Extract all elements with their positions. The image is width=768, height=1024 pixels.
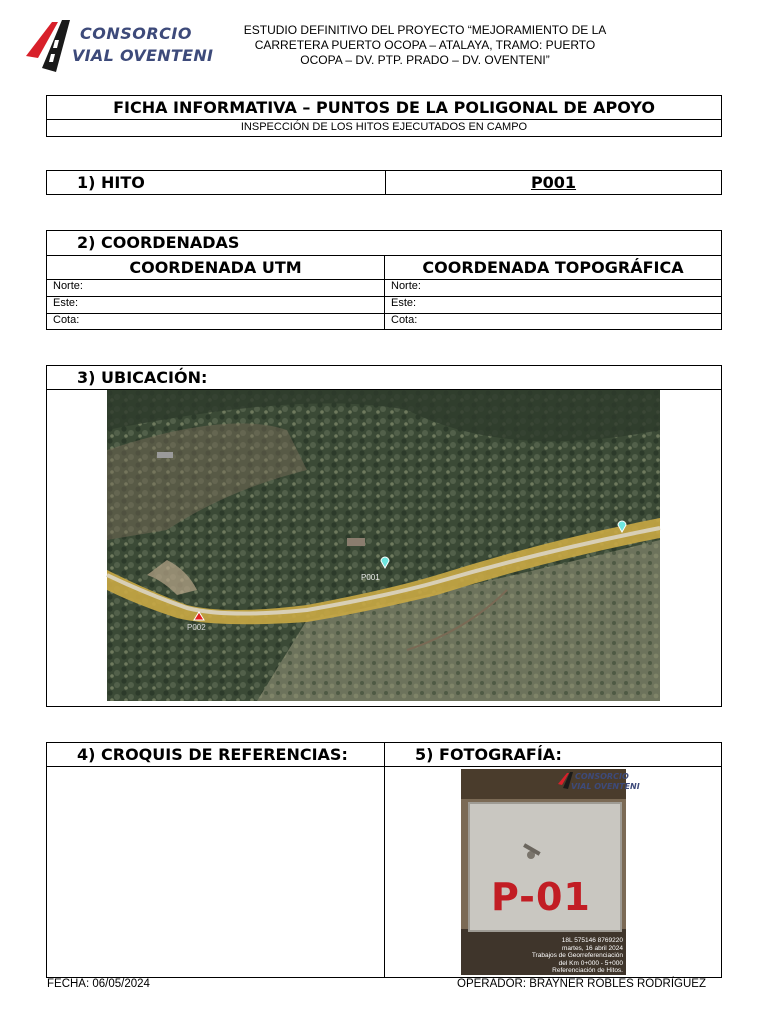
marker-painted-text: P-01: [491, 875, 591, 919]
project-line-2: CARRETERA PUERTO OCOPA – ATALAYA, TRAMO: PUERTO: [254, 38, 596, 52]
footer-operador: OPERADOR: BRAYNER ROBLES RODRÍGUEZ: [457, 978, 706, 990]
coordenadas-table: [46, 230, 722, 330]
logo-line-1: CONSORCIO: [80, 24, 192, 43]
col-topo-header: COORDENADA TOPOGRÁFICA: [422, 258, 684, 277]
footer-fecha: FECHA: 06/05/2024: [47, 978, 150, 990]
road-logo-icon: [22, 16, 78, 74]
logo-line-2: VIAL OVENTENI: [72, 46, 214, 65]
project-line-1: ESTUDIO DEFINITIVO DEL PROYECTO “MEJORAMIENTO DE LA: [243, 23, 607, 37]
project-line-3: OCOPA – DV. PTP. PRADO – DV. OVENTENI”: [300, 53, 550, 67]
topo-cota-label: Cota:: [391, 314, 418, 326]
form-subtitle: INSPECCIÓN DE LOS HITOS EJECUTADOS EN CAMPO: [240, 121, 528, 133]
stamp-line-4: del Km 0+000 - 5+000: [558, 959, 623, 967]
photo-logo-line-1: CONSORCIO: [575, 772, 629, 781]
coordenadas-label: 2) COORDENADAS: [77, 233, 240, 252]
hito-label: 1) HITO: [77, 173, 145, 192]
marker-p002-label: P002: [187, 623, 206, 632]
croquis-label: 4) CROQUIS DE REFERENCIAS:: [77, 745, 348, 764]
form-title-box: [46, 95, 722, 137]
utm-norte-label: Norte:: [53, 280, 83, 292]
photo-timestamp-stamp: [501, 937, 623, 975]
hito-value: P001: [530, 173, 577, 192]
field-photo: [461, 769, 640, 975]
utm-este-label: Este:: [53, 297, 79, 309]
stamp-line-5: Referenciación de Hitos.: [552, 967, 623, 974]
col-utm-header: COORDENADA UTM: [129, 258, 302, 277]
topo-este-label: Este:: [391, 297, 417, 309]
form-title: FICHA INFORMATIVA – PUNTOS DE LA POLIGONAL DE APOYO: [113, 98, 655, 117]
stamp-line-2: martes, 16 abril 2024: [561, 944, 623, 952]
ubicacion-label: 3) UBICACIÓN:: [77, 368, 208, 387]
photo-logo-line-2: VIAL OVENTENI: [571, 782, 640, 791]
hito-row: [46, 170, 722, 195]
stamp-line-1: 18L 575146 8769220: [561, 937, 623, 944]
satellite-map: [107, 390, 660, 701]
project-title: [222, 23, 628, 68]
company-logo: [22, 16, 214, 74]
marker-p001-label: P001: [361, 573, 380, 582]
utm-cota-label: Cota:: [53, 314, 80, 326]
stamp-line-3: Trabajos de Georreferenciación: [531, 952, 623, 959]
topo-norte-label: Norte:: [391, 280, 421, 292]
satellite-map-image: [107, 390, 660, 701]
fotografia-label: 5) FOTOGRAFÍA:: [415, 745, 562, 764]
